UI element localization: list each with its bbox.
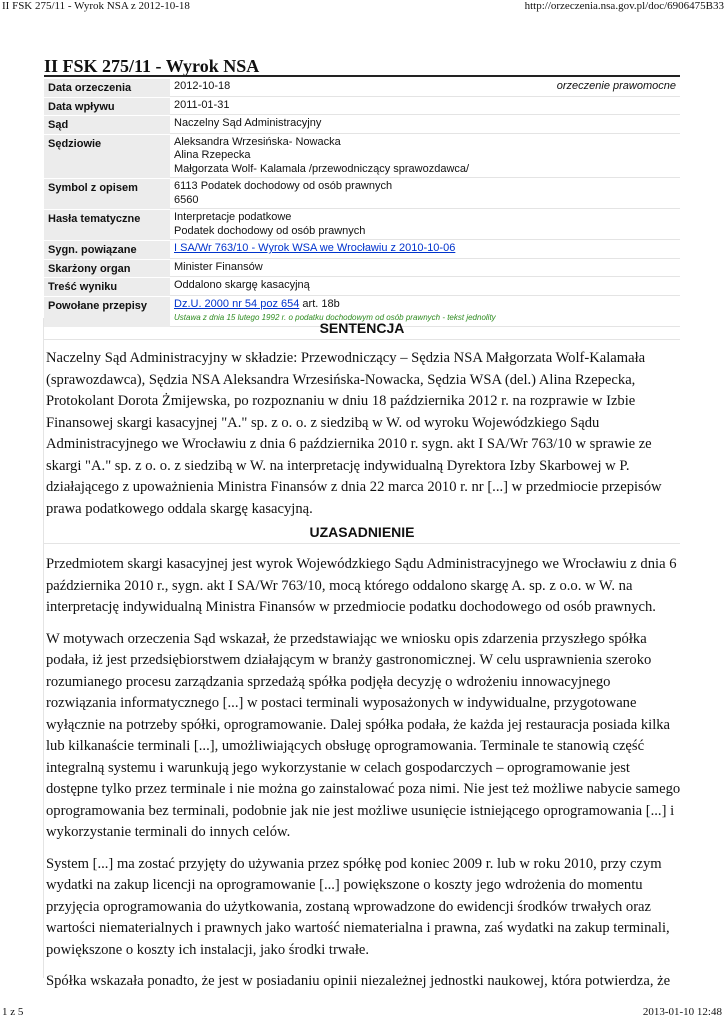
paragraph: W motywach orzeczenia Sąd wskazał, że przedstawiając we wniosku opis zdarzenia przyszłego spółka podała, iż jest przedsiębiorstwem działającym w branży gastronomicznej. W celu usprawnienia szeroko rozumianego procesu zarządzania sprzedażą spółka podjęła decyzję o wdrożeniu innowacyjnego rozwiązania informatycznego [...] w postaci terminali wyposażonych w indywidualne, przygotowane wyłącznie na potrzeby spółki, oprogramowanie. Dalej spółka podała, że każda jej restauracja posiada kilka lub kilkanaście terminali [...], umożliwiających obsługę oprogramowania. Terminale te stanowią część integralną systemu i warunkują jego wykorzystanie w celach gospodarczych – oprogramowanie jest dostępne tylko przez terminale i nie można go zainstalować poza nimi. Nie jest też możliwe nabycie samego oprogramowania bez terminali, podobnie jak nie jest możliwe usunięcie istniejącego oprogramowania [...] i wykorzystanie terminali do innych celów. [46, 630, 681, 840]
statute-link[interactable]: Dz.U. 2000 nr 54 poz 654 [174, 297, 300, 310]
header-url: http://orzeczenia.nsa.gov.pl/doc/6906475B33 [524, 0, 724, 12]
keyword: Podatek dochodowy od osób prawnych [174, 224, 366, 237]
paragraph: Przedmiotem skargi kasacyjnej jest wyrok Wojewódzkiego Sądu Administracyjnego we Wrocławiu z dnia 6 października 2010 r., sygn. akt I SA/Wr 763/10, mocą którego oddalono skargę A. sp. z o.o. w W. na interpretację indywidualną Ministra Finansów w przedmiocie podatku dochodowego od osób prawnych. [46, 556, 677, 615]
title-rule [44, 75, 680, 77]
meta-row [44, 116, 680, 134]
symbol: 6560 [174, 193, 199, 206]
header-title: II FSK 275/11 - Wyrok NSA z 2012-10-18 [2, 0, 190, 12]
page-counter: 1 z 5 [2, 1006, 24, 1018]
meta-row [44, 79, 680, 97]
meta-row [44, 260, 680, 278]
meta-label: Data wpływu [44, 98, 170, 116]
meta-row [44, 210, 680, 240]
meta-label: Sygn. powiązane [44, 241, 170, 259]
uzasadnienie-heading: UZASADNIENIE [44, 524, 680, 544]
meta-value: Naczelny Sąd Administracyjny [170, 116, 680, 134]
status-note: orzeczenie prawomocne [556, 80, 676, 92]
keyword: Interpretacje podatkowe [174, 211, 292, 223]
meta-label: Sędziowie [44, 135, 170, 179]
statute-article: art. 18b [299, 297, 340, 310]
meta-label: Sąd [44, 116, 170, 134]
sentencja-heading: SENTENCJA [44, 320, 680, 340]
meta-label: Symbol z opisem [44, 179, 170, 209]
content-border [43, 318, 44, 978]
meta-value: 2011-01-31 [170, 98, 680, 116]
meta-label: Treść wyniku [44, 278, 170, 296]
meta-value: Minister Finansów [170, 260, 680, 278]
uzasadnienie-text [46, 554, 682, 993]
meta-label: Powołane przepisy [44, 297, 170, 327]
meta-value [170, 210, 680, 240]
meta-row [44, 179, 680, 209]
meta-row [44, 98, 680, 116]
page-title: II FSK 275/11 - Wyrok NSA [44, 56, 260, 76]
meta-value [170, 79, 680, 97]
meta-label: Hasła tematyczne [44, 210, 170, 240]
judge: Alina Rzepecka [174, 149, 251, 161]
browser-footer [0, 1006, 724, 1020]
related-case-link[interactable]: I SA/Wr 763/10 - Wyrok WSA we Wrocławiu z 2010-10-06 [174, 242, 456, 254]
meta-label: Skarżony organ [44, 260, 170, 278]
meta-row [44, 241, 680, 259]
statute-note: Ustawa z dnia 15 lutego 1992 r. o podatku dochodowym od osób prawnych - tekst jednolity [174, 313, 496, 322]
meta-value [170, 179, 680, 209]
meta-value: Oddalono skargę kasacyjną [170, 278, 680, 296]
paragraph: System [...] ma zostać przyjęty do używania przez spółkę pod koniec 2009 r. lub w roku 2010, przy czym wydatki na zakup licencji na oprogramowanie [...] powiększone o koszty jego wdrożenia do momentu przyjęcia oprogramowania do użytkowania, zostaną wprowadzone do ewidencji środków trwałych oraz wartości niematerialnych i prawnych jako wartość niematerialna i prawna, zaś wydatki na zakup terminali, powiększone o koszty ich instalacji, jako środki trwałe. [46, 855, 670, 958]
meta-row [44, 135, 680, 179]
metadata-table [44, 78, 680, 328]
ruling-date: 2012-10-18 [174, 80, 231, 92]
sentencja-text [46, 348, 682, 520]
meta-value [170, 135, 680, 179]
print-timestamp: 2013-01-10 12:48 [642, 1006, 722, 1018]
symbol: 6113 Podatek dochodowy od osób prawnych [174, 180, 393, 192]
meta-label: Data orzeczenia [44, 79, 170, 97]
browser-header [0, 0, 724, 14]
meta-value [170, 241, 680, 259]
paragraph: Naczelny Sąd Administracyjny w składzie: Przewodniczący – Sędzia NSA Małgorzata Wolf-Kalamała (sprawozdawca), Sędzia NSA Aleksandra Wrzesińska-Nowacka, Sędzia WSA (del.) Alina Rzepecka, Protokolant Dorota Żmijewska, po rozpoznaniu w dniu 18 października 2012 r. na rozprawie w Izbie Finansowej skargi kasacyjnej "A." sp. z o. o. z siedzibą w W. od wyroku Wojewódzkiego Sądu Administracyjnego we Wrocławiu z dnia 6 października 2010 r. sygn. akt I SA/Wr 763/10 w sprawie ze skargi "A." sp. z o. o. z siedzibą w W. na interpretację indywidualną Dyrektora Izby Skarbowej w P. działającego z upoważnienia Ministra Finansów z dnia 22 marca 2010 r. nr [...] w przedmiocie przepisów prawa podatkowego oddala skargę kasacyjną. [46, 350, 662, 517]
judge: Aleksandra Wrzesińska- Nowacka [174, 135, 341, 148]
paragraph: Spółka wskazała ponadto, że jest w posiadaniu opinii niezależnej jednostki naukowej, która potwierdza, że [46, 973, 671, 989]
meta-row [44, 278, 680, 296]
judge: Małgorzata Wolf- Kalamala /przewodniczący sprawozdawca/ [174, 162, 470, 175]
